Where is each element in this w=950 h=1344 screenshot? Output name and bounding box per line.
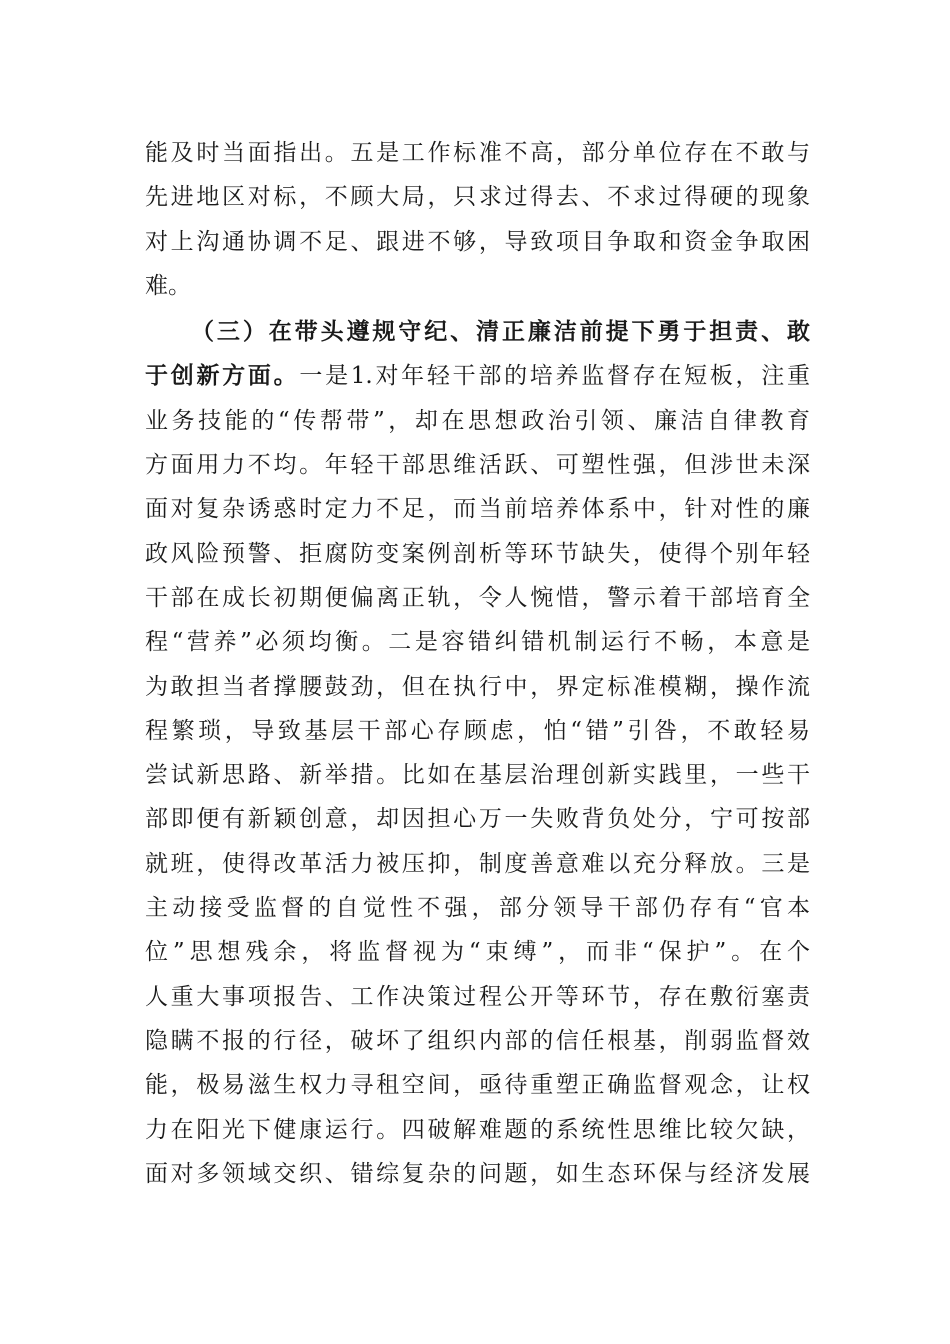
body-line: 对上沟通协调不足、跟进不够，导致项目争取和资金争取困	[145, 228, 810, 255]
body-line: 方面用力不均。年轻干部思维活跃、可塑性强，但涉世未深	[145, 452, 810, 479]
body-line: 难。	[145, 272, 191, 299]
body-line: 人重大事项报告、工作决策过程公开等环节，存在敷衍塞责	[145, 983, 810, 1010]
body-line: 部即便有新颖创意，却因担心万一失败背负处分，宁可按部	[145, 806, 810, 833]
body-line: 就班，使得改革活力被压抑，制度善意难以充分释放。三是	[145, 850, 810, 877]
body-line: 能及时当面指出。五是工作标准不高，部分单位存在不敢与	[145, 140, 810, 166]
section-heading-continued: 于创新方面。	[145, 362, 300, 390]
body-line: 能，极易滋生权力寻租空间，亟待重塑正确监督观念，让权	[145, 1072, 810, 1099]
body-line: 面对多领域交织、错综复杂的问题，如生态环保与经济发展	[145, 1160, 810, 1187]
body-line: 先进地区对标，不顾大局，只求过得去、不求过得硬的现象	[145, 184, 810, 211]
body-text: 一是1.对年轻干部的培养监督存在短板，注重	[299, 363, 811, 390]
body-line-mixed	[145, 354, 810, 398]
body-line: 位”思想残余，将监督视为“束缚”，而非“保护”。在个	[145, 939, 810, 966]
body-line: 面对复杂诱惑时定力不足，而当前培养体系中，针对性的廉	[145, 496, 810, 523]
body-line: 程“营养”必须均衡。二是容错纠错机制运行不畅，本意是	[145, 629, 810, 656]
body-line: 政风险预警、拒腐防变案例剖析等环节缺失，使得个别年轻	[145, 540, 810, 567]
document-body	[145, 131, 810, 1196]
body-line: 为敢担当者撑腰鼓劲，但在执行中，界定标准模糊，操作流	[145, 673, 810, 700]
body-line: 干部在成长初期便偏离正轨，令人惋惜，警示着干部培育全	[145, 584, 810, 611]
section-heading: （三）在带头遵规守纪、清正廉洁前提下勇于担责、敢	[191, 318, 810, 346]
body-line: 主动接受监督的自觉性不强，部分领导干部仍存有“官本	[145, 895, 810, 922]
body-line: 业务技能的“传帮带”，却在思想政治引领、廉洁自律教育	[145, 407, 810, 434]
body-line: 尝试新思路、新举措。比如在基层治理创新实践里，一些干	[145, 762, 810, 789]
body-line: 程繁琐，导致基层干部心存顾虑，怕“错”引咎，不敢轻易	[145, 717, 810, 744]
body-line: 力在阳光下健康运行。四破解难题的系统性思维比较欠缺，	[145, 1116, 810, 1143]
body-line: 隐瞒不报的行径，破坏了组织内部的信任根基，削弱监督效	[145, 1027, 810, 1054]
